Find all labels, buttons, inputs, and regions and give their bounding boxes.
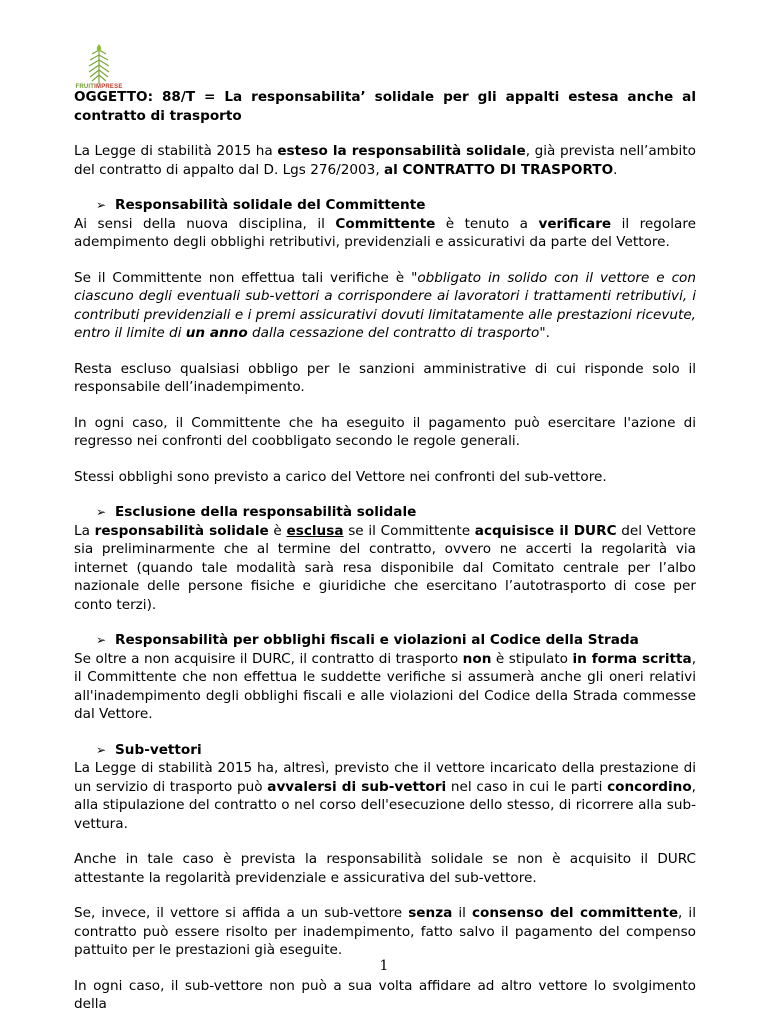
paragraph: Se il Committente non effettua tali verifiche è "obbligato in solido con il vettore e con ciascuno degli eventuali sub-vettori a corrispondere ai lavoratori i trattamenti retributivi, i contributi previdenziali e i premi assicurativi dovuti limitatamente alle prestazioni ricevute, entro il limite di un anno dalla cessazione del contratto di trasporto". [74, 269, 697, 341]
arrow-bullet-icon: ➢ [96, 742, 107, 757]
document-body [74, 88, 696, 1031]
document-title: OGGETTO: 88/T = La responsabilita’ solidale per gli appalti estesa anche al contratto di trasporto [74, 89, 696, 124]
paragraph: Se, invece, il vettore si affida a un sub-vettore senza il consenso del committente, il contratto può essere risolto per inadempimento, fatto salvo il pagamento del compenso pattuito per le prestazioni già eseguite. [74, 905, 696, 958]
page-number: 1 [379, 958, 389, 974]
arrow-bullet-icon: ➢ [96, 505, 107, 519]
logo-wordmark: FRUITIMPRESE [75, 84, 123, 90]
paragraph: La Legge di stabilità 2015 ha, altresì, previsto che il vettore incaricato della prestazione di un servizio di trasporto può avvalersi di sub-vettori nel caso in cui le parti concordino, alla stipulazione del contratto o nel corso dell'esecuzione dello stesso, di ricorrere alla sub-vettura. [74, 760, 696, 832]
paragraph: Se oltre a non acquisire il DURC, il contratto di trasporto non è stipulato in forma scritta, il Committente che non effettua le suddette verifiche si assumerà anche gli oneri relativi all'inadempimento degli obblighi fiscali e alle violazioni del Codice della Strada commesse dal Vettore. [74, 650, 697, 722]
section-heading-esclusione: ➢ Esclusione della responsabilità solidale [96, 504, 417, 520]
arrow-bullet-icon: ➢ [96, 633, 107, 647]
paragraph: Stessi obblighi sono previsto a carico del Vettore nei confronti del sub-vettore. [74, 468, 607, 485]
paragraph: Resta escluso qualsiasi obbligo per le sanzioni amministrative di cui risponde solo il responsabile dell’inadempimento. [74, 360, 696, 395]
arrow-bullet-icon: ➢ [96, 198, 107, 212]
section-heading-sub-vettori: ➢ Sub-vettori [96, 741, 202, 758]
paragraph: Ai sensi della nuova disciplina, il Committente è tenuto a verificare il regolare adempimento degli obblighi retributivi, previdenziali e assicurativi da parte del Vettore. [74, 215, 696, 250]
paragraph: In ogni caso, il sub-vettore non può a sua volta affidare ad altro vettore lo svolgimento della [74, 977, 696, 1012]
section-heading-committente: ➢ Responsabilità solidale del Committente [96, 197, 426, 213]
section-heading-obblighi-fiscali: ➢ Responsabilità per obblighi fiscali e violazioni al Codice della Strada [96, 632, 639, 648]
paragraph: La responsabilità solidale è esclusa se il Committente acquisisce il DURC del Vettore sia preliminarmente che al termine del contratto, ovvero ne accerti la regolarità via internet (quando tale modalità sarà resa disponibile dal Comitato centrale per l’albo nazionale delle persone fisiche e giuridiche che esercitano l’autotrasporto di cose per conto terzi). [74, 522, 696, 613]
paragraph: Anche in tale caso è prevista la responsabilità solidale se non è acquisito il DURC attestante la regolarità previdenziale e assicurativa del sub-vettore. [74, 851, 696, 886]
palm-leaf-logo-icon [74, 40, 124, 90]
paragraph: In ogni caso, il Committente che ha eseguito il pagamento può esercitare l'azione di regresso nei confronti del coobbligato secondo le regole generali. [74, 414, 696, 449]
intro-paragraph: La Legge di stabilità 2015 ha esteso la responsabilità solidale, già prevista nell’ambito del contratto di appalto dal D. Lgs 276/2003, al CONTRATTO DI TRASPORTO. [74, 143, 696, 178]
